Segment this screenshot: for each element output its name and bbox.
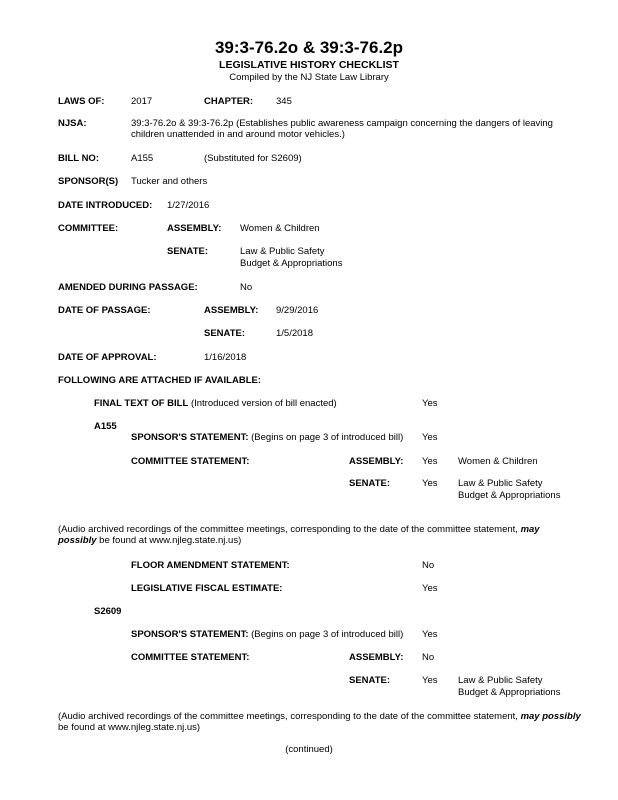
bill-substituted: (Substituted for S2609) xyxy=(204,153,302,164)
s2609-assembly-value: No xyxy=(422,652,435,663)
a155-committee-label: COMMITTEE STATEMENT: xyxy=(131,456,250,467)
amended-value: No xyxy=(240,282,253,293)
audio-note-emphasis: may possibly xyxy=(520,711,581,722)
passage-senate-label: SENATE: xyxy=(204,328,245,339)
amended-label: AMENDED DURING PASSAGE: xyxy=(58,282,198,293)
laws-of-label: LAWS OF: xyxy=(58,96,105,107)
s2609-sponsor-note: (Begins on page 3 of introduced bill) xyxy=(251,629,404,640)
committee-senate-label: SENATE: xyxy=(167,246,208,257)
a155-floor-label: FLOOR AMENDMENT STATEMENT: xyxy=(131,560,290,571)
a155-senate-committee-2: Budget & Appropriations xyxy=(458,490,561,501)
final-text-row xyxy=(94,398,337,409)
approval-label: DATE OF APPROVAL: xyxy=(58,352,157,363)
date-introduced-label: DATE INTRODUCED: xyxy=(58,200,153,211)
a155-fiscal-label: LEGISLATIVE FISCAL ESTIMATE: xyxy=(131,583,283,594)
a155-assembly-label: ASSEMBLY: xyxy=(349,456,404,467)
passage-label: DATE OF PASSAGE: xyxy=(58,305,151,316)
passage-assembly-label: ASSEMBLY: xyxy=(204,305,259,316)
s2609-senate-committee-2: Budget & Appropriations xyxy=(458,687,561,698)
audio-note-s2609 xyxy=(58,711,583,734)
final-text-note: (Introduced version of bill enacted) xyxy=(190,398,337,409)
s2609-sponsor-row xyxy=(131,629,403,640)
committee-senate-value-2: Budget & Appropriations xyxy=(240,258,343,269)
a155-floor-value: No xyxy=(422,560,435,571)
audio-note-link-text: be found at www.njleg.state.nj.us) xyxy=(96,535,242,547)
a155-sponsor-row xyxy=(131,432,403,443)
chapter-value: 345 xyxy=(276,96,292,107)
a155-senate-committee-1: Law & Public Safety xyxy=(458,478,543,489)
audio-note-link-text: be found at www.njleg.state.nj.us) xyxy=(58,722,201,734)
attached-heading: FOLLOWING ARE ATTACHED IF AVAILABLE: xyxy=(58,375,261,386)
njsa-value: 39:3-76.2o & 39:3-76.2p (Establishes public awareness campaign concerning the dangers of leaving children unattended in and around motor vehicles.) xyxy=(131,118,553,141)
s2609-senate-committee-1: Law & Public Safety xyxy=(458,675,543,686)
a155-fiscal-value: Yes xyxy=(422,583,438,594)
final-text-label: FINAL TEXT OF BILL xyxy=(94,398,189,409)
a155-sponsor-label: SPONSOR'S STATEMENT: xyxy=(131,432,249,443)
final-text-value: Yes xyxy=(422,398,438,409)
audio-note-text: (Audio archived recordings of the committee meetings, corresponding to the date of the committee statement, xyxy=(58,524,521,535)
approval-value: 1/16/2018 xyxy=(204,352,247,363)
laws-of-value: 2017 xyxy=(131,96,153,107)
a155-id: A155 xyxy=(94,421,117,432)
s2609-assembly-label: ASSEMBLY: xyxy=(349,652,404,663)
a155-assembly-value: Yes xyxy=(422,456,438,467)
page-title: 39:3-76.2o & 39:3-76.2p xyxy=(214,38,404,57)
committee-assembly-label: ASSEMBLY: xyxy=(167,223,222,234)
audio-note-text: (Audio archived recordings of the committee meetings, corresponding to the date of the committee statement, xyxy=(58,711,521,722)
bill-no-label: BILL NO: xyxy=(58,153,99,164)
sponsor-value: Tucker and others xyxy=(131,176,208,187)
audio-note-a155 xyxy=(58,524,578,547)
s2609-sponsor-label: SPONSOR'S STATEMENT: xyxy=(131,629,249,640)
s2609-id: S2609 xyxy=(94,606,122,617)
s2609-senate-value: Yes xyxy=(422,675,438,686)
s2609-committee-label: COMMITTEE STATEMENT: xyxy=(131,652,250,663)
a155-sponsor-value: Yes xyxy=(422,432,438,443)
bill-no-value: A155 xyxy=(131,153,154,164)
date-introduced-value: 1/27/2016 xyxy=(167,200,210,211)
chapter-label: CHAPTER: xyxy=(204,96,254,107)
continued-footer: (continued) xyxy=(285,744,333,755)
a155-senate-value: Yes xyxy=(422,478,438,489)
sponsor-label: SPONSOR(S) xyxy=(58,176,119,187)
a155-assembly-committee: Women & Children xyxy=(458,456,538,467)
committee-senate-value-1: Law & Public Safety xyxy=(240,246,325,257)
a155-senate-label: SENATE: xyxy=(349,478,390,489)
passage-assembly-value: 9/29/2016 xyxy=(276,305,319,316)
committee-assembly-value: Women & Children xyxy=(240,223,320,234)
s2609-sponsor-value: Yes xyxy=(422,629,438,640)
audio-note-emphasis: may possibly xyxy=(58,524,540,547)
passage-senate-value: 1/5/2018 xyxy=(276,328,313,339)
page-subtitle: LEGISLATIVE HISTORY CHECKLIST xyxy=(219,59,399,71)
njsa-label: NJSA: xyxy=(58,118,87,129)
committee-label: COMMITTEE: xyxy=(58,223,119,234)
s2609-senate-label: SENATE: xyxy=(349,675,390,686)
compiled-by: Compiled by the NJ State Law Library xyxy=(229,72,389,83)
a155-sponsor-note: (Begins on page 3 of introduced bill) xyxy=(251,432,404,443)
